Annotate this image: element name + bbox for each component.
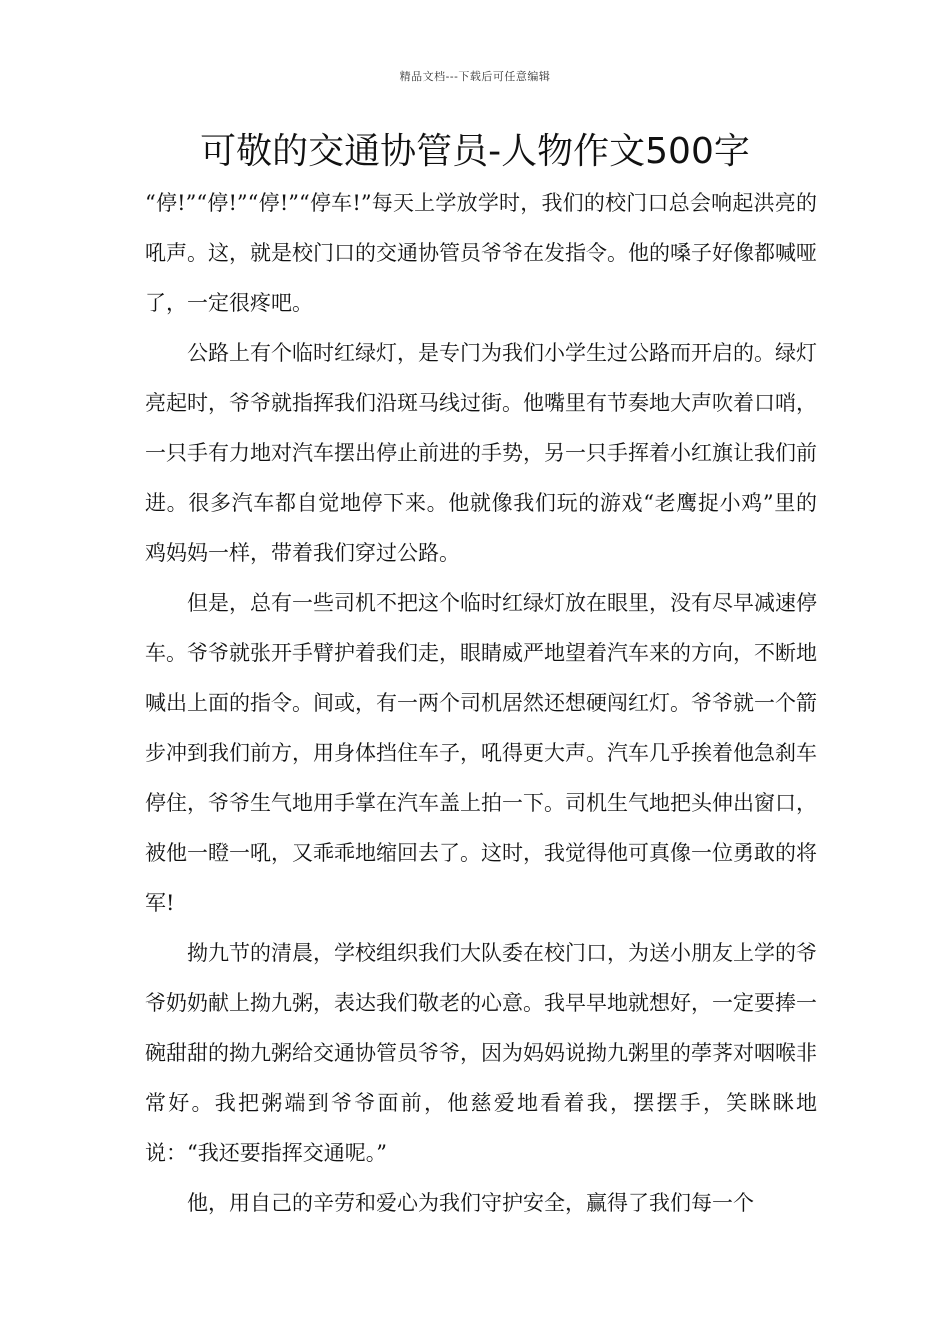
article-body xyxy=(145,178,817,1228)
paragraph-3: 但是，总有一些司机不把这个临时红绿灯放在眼里，没有尽早减速停车。爷爷就张开手臂护着我们走，眼睛威严地望着汽车来的方向，不断地喊出上面的指令。间或，有一两个司机居然还想硬闯红灯。爷爷就一个箭步冲到我们前方，用身体挡住车子，吼得更大声。汽车几乎挨着他急刹车停住，爷爷生气地用手掌在汽车盖上拍一下。司机生气地把头伸出窗口，被他一瞪一吼，又乖乖地缩回去了。这时，我觉得他可真像一位勇敢的将军! xyxy=(145,591,817,915)
paragraph-4: 拗九节的清晨，学校组织我们大队委在校门口，为送小朋友上学的爷爷奶奶献上拗九粥，表达我们敬老的心意。我早早地就想好，一定要捧一碗甜甜的拗九粥给交通协管员爷爷，因为妈妈说拗九粥里的荸荠对咽喉非常好。我把粥端到爷爷面前，他慈爱地看着我，摆摆手，笑眯眯地说：“我还要指挥交通呢。” xyxy=(145,941,817,1165)
header-note: 精品文档---下载后可任意编辑 xyxy=(399,70,551,83)
paragraph-1: “停!”“停!”“停!”“停车!”每天上学放学时，我们的校门口总会响起洪亮的吼声。这，就是校门口的交通协管员爷爷在发指令。他的嗓子好像都喊哑了，一定很疼吧。 xyxy=(145,191,817,315)
paragraph-2: 公路上有个临时红绿灯，是专门为我们小学生过公路而开启的。绿灯亮起时，爷爷就指挥我们沿斑马线过街。他嘴里有节奏地大声吹着口哨，一只手有力地对汽车摆出停止前进的手势，另一只手挥着小红旗让我们前进。很多汽车都自觉地停下来。他就像我们玩的游戏“老鹰捉小鸡”里的鸡妈妈一样，带着我们穿过公路。 xyxy=(145,341,817,565)
paragraph-5: 他，用自己的辛劳和爱心为我们守护安全，赢得了我们每一个 xyxy=(187,1191,754,1215)
page-title: 可敬的交通协管员-人物作文500字 xyxy=(200,131,750,172)
